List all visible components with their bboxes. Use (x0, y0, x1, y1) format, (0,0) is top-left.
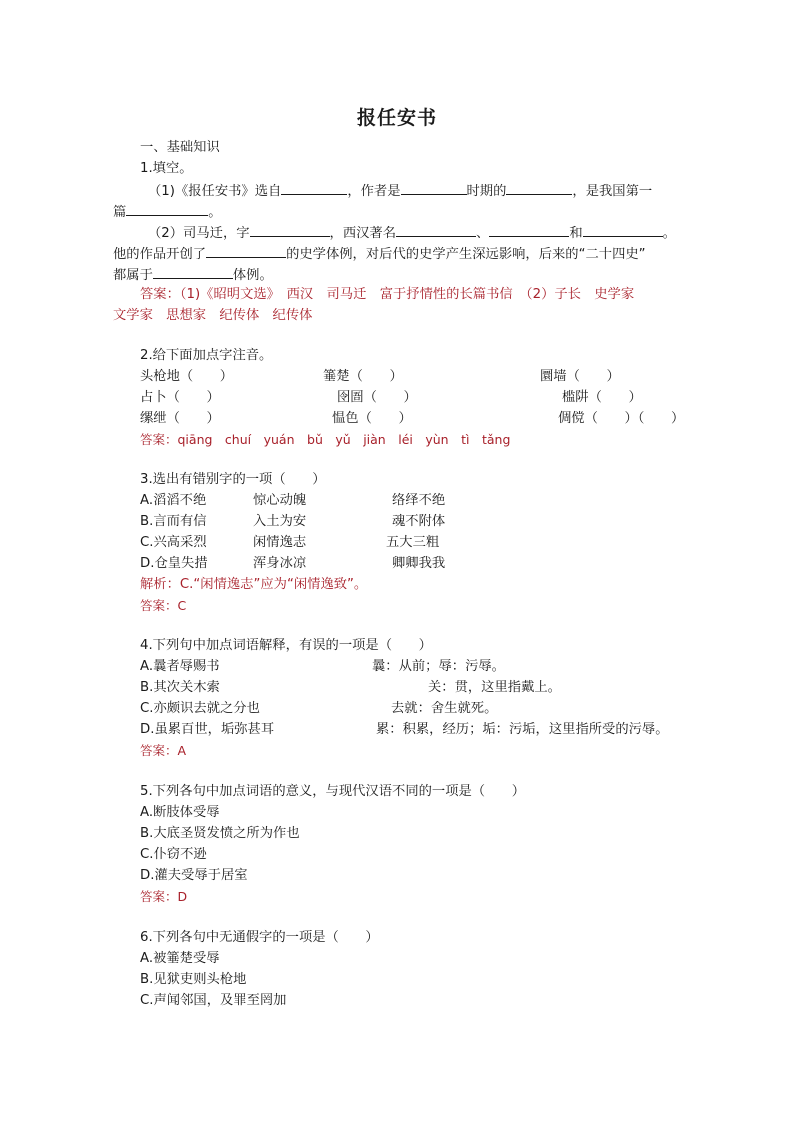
pinyin-item: 缧绁（ ） (140, 411, 220, 426)
option-d: D.仓皇失措 (140, 556, 208, 571)
fill-blank[interactable] (250, 223, 330, 237)
text: ，作者是 (347, 184, 401, 199)
option-a: A.滔滔不绝 (140, 493, 207, 508)
explanation-3: 解析：C.“闲情逸志”应为“闲情逸致”。 (140, 577, 368, 592)
fill-blank[interactable] (206, 244, 286, 258)
fill-blank[interactable] (126, 202, 208, 216)
pinyin-item: 圜墙（ ） (540, 369, 620, 384)
question-1-line-1 (148, 181, 652, 201)
question-3-heading: 3.选出有错别字的一项（ ） (140, 472, 326, 487)
option-b-word: 魂不附体 (392, 514, 446, 529)
text: 、 (476, 226, 490, 241)
option-a: A.曩者辱赐书 (140, 659, 220, 674)
option-d: D.虽累百世，垢弥甚耳 (140, 722, 275, 737)
option-c-word: 五大三粗 (386, 535, 440, 550)
option-d: D.灌夫受辱于居室 (140, 868, 248, 883)
option-b: B.大底圣贤发愤之所为作也 (140, 826, 300, 841)
answer-2: 答案：qiāng chuí yuán bǔ yǔ jiàn léi yùn tì tǎng (140, 432, 511, 447)
fill-blank[interactable] (583, 223, 663, 237)
section-heading: 一、基础知识 (140, 140, 220, 155)
answer-1-line-2: 文学家 思想家 纪传体 纪传体 (113, 308, 313, 323)
option-c-word: 闲情逸志 (253, 535, 307, 550)
question-4-heading: 4.下列句中加点词语解释，有误的一项是（ ） (140, 638, 432, 653)
option-b-explanation: 关：贯，这里指戴上。 (428, 680, 561, 695)
option-a: A.断肢体受辱 (140, 805, 220, 820)
text: 。 (662, 226, 676, 241)
option-c: C.兴高采烈 (140, 535, 207, 550)
answer-3: 答案：C (140, 598, 187, 613)
text: ，西汉著名 (329, 226, 397, 241)
option-c-explanation: 去就：舍生就死。 (391, 701, 498, 716)
fill-blank[interactable] (396, 223, 476, 237)
answer-4: 答案：A (140, 743, 187, 758)
fill-blank[interactable] (489, 223, 569, 237)
question-1-line-3 (148, 223, 676, 243)
pinyin-item: 箠楚（ ） (323, 369, 403, 384)
question-6-heading: 6.下列各句中无通假字的一项是（ ） (140, 930, 379, 945)
fill-blank[interactable] (506, 181, 572, 195)
text: 。 (208, 205, 222, 220)
text: （1)《报任安书》选自 (148, 184, 282, 199)
text: 的史学体例，对后代的史学产生深远影响，后来的“二十四史” (286, 247, 646, 262)
option-a-word: 络绎不绝 (392, 493, 446, 508)
text: 都属于 (113, 268, 153, 283)
answer-1-line-1: 答案：（1)《昭明文选》 西汉 司马迁 富于抒情性的长篇书信 （2）子长 史学家 (140, 287, 635, 302)
pinyin-item: 倜傥（ ）（ ） (558, 411, 685, 426)
option-b: B.言而有信 (140, 514, 207, 529)
question-1-line-2 (113, 202, 222, 222)
text: （2）司马迁，字 (148, 226, 250, 241)
text: 他的作品开创了 (113, 247, 207, 262)
question-1-line-5 (113, 265, 273, 285)
text: 体例。 (232, 268, 273, 283)
fill-blank[interactable] (281, 181, 347, 195)
text: 和 (569, 226, 583, 241)
pinyin-item: 愠色（ ） (332, 411, 412, 426)
pinyin-item: 囹圄（ ） (337, 390, 417, 405)
option-d-word: 浑身冰凉 (253, 556, 307, 571)
option-a-word: 惊心动魄 (253, 493, 307, 508)
option-c: C.声闻邻国，及罪至罔加 (140, 993, 287, 1008)
question-1-line-4 (113, 244, 646, 264)
question-5-heading: 5.下列各句中加点词语的意义，与现代汉语不同的一项是（ ） (140, 784, 525, 799)
question-2-heading: 2.给下面加点字注音。 (140, 348, 273, 363)
pinyin-item: 槛阱（ ） (562, 390, 642, 405)
answer-5: 答案：D (140, 889, 188, 904)
option-c: C.亦颇识去就之分也 (140, 701, 260, 716)
option-a-explanation: 曩：从前；辱：污辱。 (372, 659, 505, 674)
pinyin-item: 头枪地（ ） (140, 369, 234, 384)
fill-blank[interactable] (153, 265, 233, 279)
option-b-word: 入土为安 (253, 514, 307, 529)
question-1-heading: 1.填空。 (140, 161, 193, 176)
text: 篇 (113, 205, 127, 220)
option-d-word: 卿卿我我 (392, 556, 446, 571)
pinyin-item: 占卜（ ） (140, 390, 220, 405)
option-b: B.见狱吏则头枪地 (140, 972, 247, 987)
document-title: 报任安书 (356, 107, 437, 129)
option-b: B.其次关木索 (140, 680, 220, 695)
text: ，是我国第一 (572, 184, 653, 199)
option-d-explanation: 累：积累，经历；垢：污垢，这里指所受的污辱。 (376, 722, 669, 737)
text: 时期的 (466, 184, 507, 199)
option-c: C.仆窃不逊 (140, 847, 207, 862)
fill-blank[interactable] (401, 181, 467, 195)
option-a: A.被箠楚受辱 (140, 951, 220, 966)
